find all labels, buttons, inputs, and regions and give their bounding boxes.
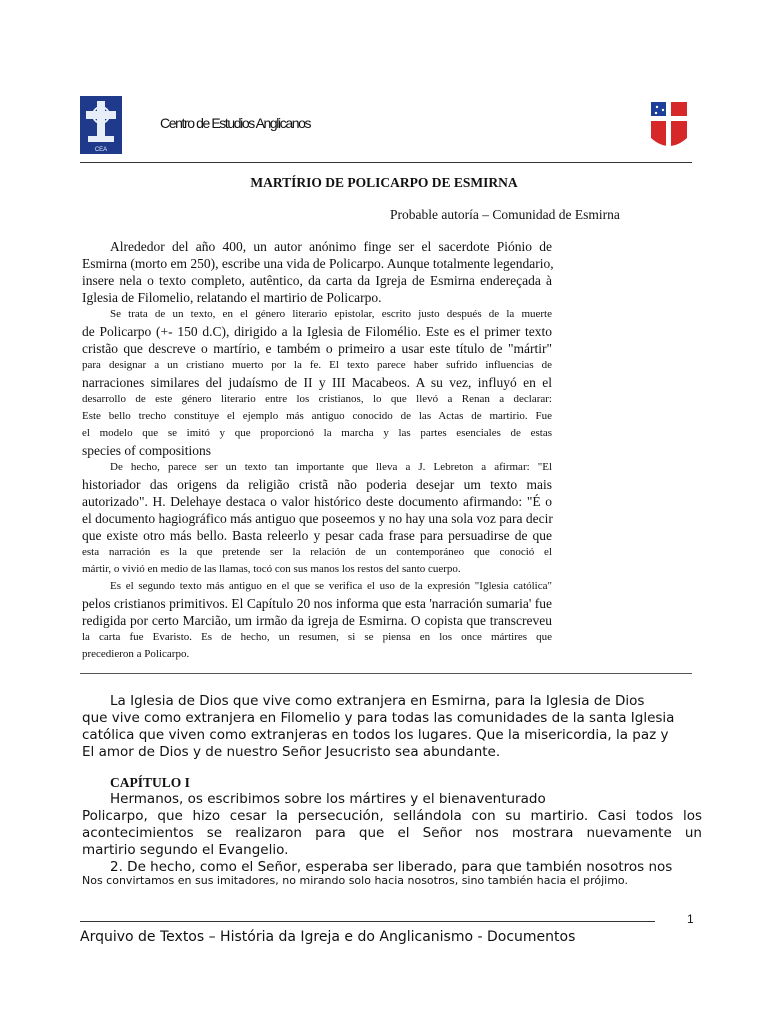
intro-line: redigida por certo Marcião, um irmão da igreja de Esmirna. O copista que transcreveu <box>82 613 552 628</box>
intro-line: narraciones similares del judaísmo de II y III Macabeos. A su vez, influyó en el <box>82 375 552 390</box>
greeting-line: La Iglesia de Dios que vive como extranjera en Esmirna, para la Iglesia de Dios <box>110 693 645 709</box>
intro-line: desarrollo de este género literario entre los cristianos, lo que llevó a Renan a declarar: <box>82 393 552 405</box>
intro-line: autorizado". H. Delehaye destaca o valor histórico deste documento afirmando: "É o <box>82 494 552 509</box>
intro-line: Es el segundo texto más antiguo en el que se verifica el uso de la expresión "Iglesia católica" <box>110 580 552 592</box>
footer-text: Arquivo de Textos – História da Igreja e do Anglicanismo - Documentos <box>80 929 576 945</box>
intro-line: para designar a un cristiano muerto por la fe. El texto parece haber sufrido influencias de <box>82 359 552 371</box>
intro-line: precedieron a Policarpo. <box>82 648 190 660</box>
document-title: MARTÍRIO DE POLICARPO DE ESMIRNA <box>250 175 518 190</box>
greeting-line: católica que viven como extranjeras en todos los lugares. Que la misericordia, la paz y <box>82 727 669 743</box>
intro-line: Se trata de un texto, en el género literario epistolar, escrito justo después de la muerte <box>110 308 552 320</box>
chapter-line: Hermanos, os escribimos sobre los mártires y el bienaventurado <box>110 791 546 807</box>
greeting-line: El amor de Dios y de nuestro Señor Jesucristo sea abundante. <box>82 744 501 760</box>
intro-line: mártir, o vivió en medio de las llamas, tocó con sus manos los restos del santo cuerpo. <box>82 563 461 575</box>
intro-line: el modelo que se imitó y que proporcionó la marcha y las partes esenciales de estas <box>82 427 552 439</box>
chapter-line: acontecimientos se realizaron para que el Señor nos mostrara nuevamente un <box>82 825 702 841</box>
intro-line: Iglesia de Filomelio, relatando el martirio de Policarpo. <box>82 290 382 305</box>
intro-line: historiador das origens da religião cristã não poderia desejar um texto mais <box>82 477 552 492</box>
intro-line: Alrededor del año 400, un autor anónimo finge ser el sacerdote Piónio de <box>110 239 552 254</box>
authorship-line: Probable autoría – Comunidad de Esmirna <box>390 207 620 222</box>
intro-line: la carta fue Evaristo. Es de hecho, un resumen, si se piensa en los once mártires que <box>82 631 552 643</box>
page-number: 1 <box>687 912 694 926</box>
section-rule <box>80 673 692 674</box>
intro-line: esta narración es la que pretende ser la relación de un contemporáneo que conoció el <box>82 546 552 558</box>
intro-paragraphs <box>82 238 552 663</box>
cea-cross-logo <box>80 96 122 154</box>
footer-rule <box>80 921 655 922</box>
intro-line: cristão que descreve o martírio, e também o primeiro a usar este título de "mártir" <box>82 341 552 356</box>
chapter-one-text <box>82 791 702 876</box>
chapter-line: 2. De hecho, como el Señor, esperaba ser liberado, para que también nosotros nos <box>110 859 673 875</box>
greeting-line: que vive como extranjera en Filomelio y para todas las comunidades de la santa Iglesia <box>82 710 675 726</box>
chapter-line: Policarpo, que hizo cesar la persecución, sellándola con su martirio. Casi todos los <box>82 808 702 824</box>
header-rule <box>80 162 692 163</box>
anglican-flag-logo <box>648 98 690 156</box>
cea-logo-text: CEA <box>94 147 108 153</box>
intro-line: el documento hagiográfico más antiguo que poseemos y no hay una sola voz para decir <box>82 511 553 526</box>
intro-line: que existe otro más bello. Basta releerlo y pesar cada frase para persuadirse de que <box>82 528 552 543</box>
chapter-line: martirio segundo el Evangelio. <box>82 842 289 858</box>
intro-line: species of compositions <box>82 443 211 458</box>
intro-line: pelos cristianos primitivos. El Capítulo 20 nos informa que esta 'narración sumaria' fue <box>82 596 552 611</box>
intro-line: Este bello trecho constituye el ejemplo más antiguo conocido de las Actas de martirio. Fue <box>82 410 552 422</box>
intro-line: Esmirna (morto em 250), escribe una vida de Policarpo. Aunque totalmente legendario, <box>82 256 554 271</box>
chapter-title: CAPÍTULO I <box>110 775 190 790</box>
greeting-paragraph <box>82 693 702 761</box>
intro-line: de Policarpo (+- 150 d.C), dirigido a la Iglesia de Filomélio. Este es el primer texto <box>82 324 552 339</box>
organization-name: Centro de Estudios Anglicanos <box>160 115 311 131</box>
intro-line: insere nela o texto completo, autêntico, da carta da Igreja de Esmirna endereçada à <box>82 273 552 288</box>
intro-line: De hecho, parece ser un texto tan importante que lleva a J. Lebreton a afirmar: "El <box>110 461 552 473</box>
chapter-continuation-line: Nos convirtamos en sus imitadores, no mirando solo hacia nosotros, sino también hacia el prójimo. <box>82 874 628 887</box>
